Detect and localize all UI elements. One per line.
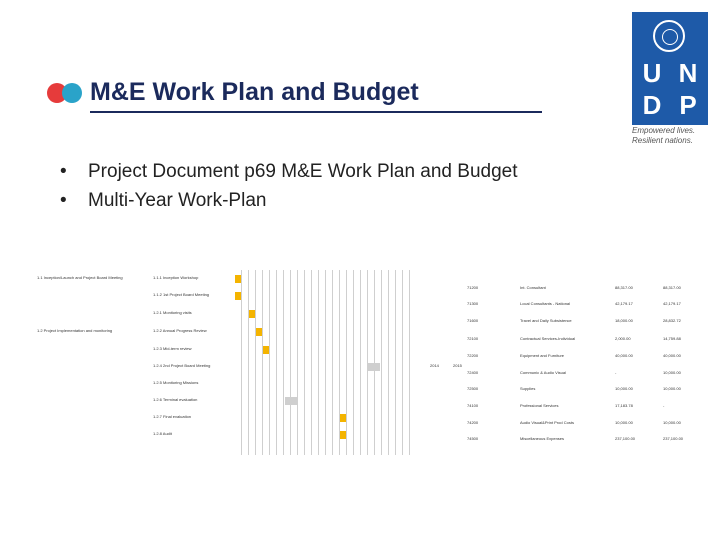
activity-label: 1.2.4 2nd Project Board Meeting: [153, 363, 211, 368]
budget-amount: -: [663, 403, 665, 408]
budget-amount: 28,832.72: [663, 318, 681, 323]
activity-label: 1.2.5 Monitoring Missions: [153, 380, 199, 385]
budget-desc: Travel and Daily Subsistence: [520, 318, 572, 323]
budget-desc: Contractual Services-Individual: [520, 336, 576, 341]
logo-letter: N: [678, 58, 698, 88]
group-label: 1.2 Project Implementation and monitoring: [37, 328, 113, 333]
budget-code: 71300: [467, 301, 479, 306]
gantt-bar: [368, 363, 380, 371]
budget-amount: 42,179.17: [615, 301, 633, 306]
slide-title: M&E Work Plan and Budget: [90, 78, 419, 106]
workplan-table: [35, 270, 700, 455]
undp-logo: [632, 12, 708, 125]
gantt-bar: [249, 310, 255, 318]
gantt-grid: [235, 270, 415, 455]
gantt-bar: [235, 292, 241, 300]
budget-code: 74500: [467, 436, 479, 441]
budget-desc: Professional Services: [520, 403, 559, 408]
group-label: 1.1 Inception/Launch and Project Board Meeting: [37, 275, 123, 280]
budget-desc: Equipment and Furniture: [520, 353, 565, 358]
budget-desc: Local Consultants - National: [520, 301, 571, 306]
budget-amount: 40,000.00: [615, 353, 633, 358]
activity-label: 1.1.2 1st Project Board Meeting: [153, 292, 210, 297]
gantt-bar: [285, 397, 297, 405]
budget-amount: 18,000.00: [615, 318, 633, 323]
budget-amount: 17,183.78: [615, 403, 633, 408]
activity-label: 1.2.3 Mid-term review: [153, 346, 192, 351]
year-label: 2015: [453, 363, 462, 368]
budget-code: 71200: [467, 285, 479, 290]
gantt-bar: [340, 414, 346, 422]
activity-label: 1.2.6 Terminal evaluation: [153, 397, 198, 402]
activity-label: 1.2.2 Annual Progress Review: [153, 328, 207, 333]
budget-amount: 10,000.00: [663, 370, 681, 375]
budget-code: 72200: [467, 353, 479, 358]
title-underline: [90, 111, 542, 113]
activity-label: 1.1.1 Inception Workshop: [153, 275, 199, 280]
budget-code: 72400: [467, 370, 479, 375]
logo-letter: U: [642, 58, 662, 88]
budget-amount: -: [615, 370, 617, 375]
gantt-bar: [256, 328, 262, 336]
budget-amount: 88,317.00: [615, 285, 633, 290]
activity-label: 1.2.8 Audit: [153, 431, 172, 436]
budget-desc: Audio Visual&Print Prod Costs: [520, 420, 574, 425]
budget-amount: 10,000.00: [663, 420, 681, 425]
bullet-item: • Project Document p69 M&E Work Plan and Budget: [60, 161, 518, 182]
budget-code: 74200: [467, 420, 479, 425]
budget-code: 72100: [467, 336, 479, 341]
year-label: 2014: [430, 363, 439, 368]
budget-code: 74100: [467, 403, 479, 408]
un-emblem-icon: [653, 20, 685, 52]
gantt-bar: [263, 346, 269, 354]
undp-tagline: Empowered lives. Resilient nations.: [632, 126, 696, 145]
budget-amount: 2,000.00: [615, 336, 631, 341]
budget-amount: 10,000.00: [615, 386, 633, 391]
budget-amount: 40,000.00: [663, 353, 681, 358]
budget-amount: 237,100.00: [615, 436, 636, 441]
gantt-bar: [340, 431, 346, 439]
budget-desc: Supplies: [520, 386, 536, 391]
logo-letter: D: [642, 90, 662, 120]
budget-desc: Int. Consultant: [520, 285, 546, 290]
budget-desc: Miscellaneous Expenses: [520, 436, 565, 441]
logo-letter: P: [679, 90, 697, 120]
undp-dots-logo: [47, 83, 89, 105]
budget-amount: 42,179.17: [663, 301, 681, 306]
budget-amount: 237,100.00: [663, 436, 684, 441]
activity-label: 1.2.1 Monitoring visits: [153, 310, 192, 315]
bullet-item: • Multi-Year Work-Plan: [60, 190, 267, 211]
budget-code: 71600: [467, 318, 479, 323]
budget-desc: Communic & Audio Visual: [520, 370, 566, 375]
activity-label: 1.2.7 Final evaluation: [153, 414, 192, 419]
gantt-bar: [235, 275, 241, 283]
budget-amount: 88,317.00: [663, 285, 681, 290]
budget-amount: 10,000.00: [615, 420, 633, 425]
bullet-list: [60, 157, 518, 215]
budget-amount: 14,759.88: [663, 336, 681, 341]
budget-amount: 10,000.00: [663, 386, 681, 391]
budget-code: 72500: [467, 386, 479, 391]
